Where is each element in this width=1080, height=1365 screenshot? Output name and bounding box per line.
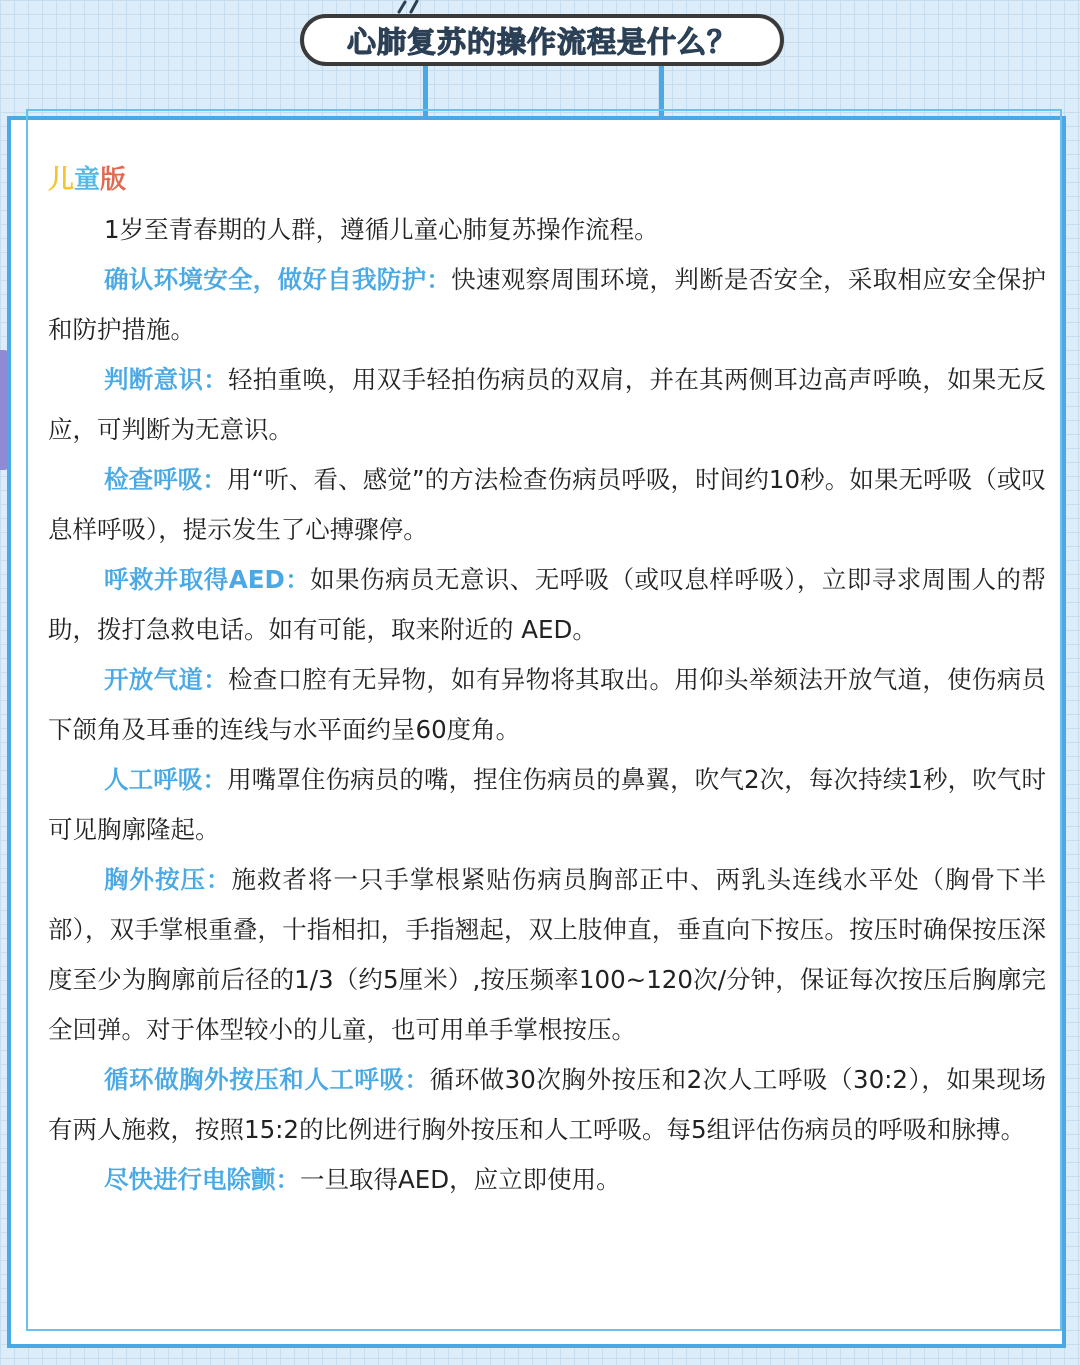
- step-text: 用嘴罩住伤病员的嘴，捏住伤病员的鼻翼，吹气2次，每次持续1秒，吹气时可见胸廓隆起。: [48, 765, 1047, 844]
- step-text: 用“听、看、感觉”的方法检查伤病员呼吸，时间约10秒。如果无呼吸（或叹息样呼吸），提示发生了心搏骤停。: [48, 465, 1046, 544]
- step-heading: 呼救并取得AED：: [104, 565, 311, 594]
- step-heading: 判断意识：: [104, 365, 228, 394]
- step-text: 如果伤病员无意识、无呼吸（或叹息样呼吸），立即寻求周围人的帮助，拨打急救电话。如有可能，取来附近的 AED。: [48, 565, 1046, 644]
- article-body: [48, 155, 1046, 1205]
- step-heading: 确认环境安全，做好自我防护：: [104, 265, 452, 294]
- step-text: 一旦取得AED，应立即使用。: [300, 1165, 621, 1194]
- page-title: 心肺复苏的操作流程是什么？: [346, 24, 737, 59]
- step-paragraph: [48, 1055, 1046, 1155]
- step-text: 快速观察周围环境，判断是否安全，采取相应安全保护和防护措施。: [48, 265, 1047, 344]
- intro-paragraph: [48, 205, 1046, 255]
- subtitle-char-3: 版: [100, 165, 127, 195]
- step-text: 检查口腔有无异物，如有异物将其取出。用仰头举颏法开放气道，使伤病员下颌角及耳垂的连线与水平面约呈60度角。: [48, 665, 1047, 744]
- step-paragraph: [48, 755, 1046, 855]
- doodle-lines-decoration: [395, 0, 435, 14]
- step-heading: 开放气道：: [104, 665, 228, 694]
- step-heading: 人工呼吸：: [104, 765, 228, 794]
- step-paragraph: [48, 655, 1046, 755]
- subtitle-char-2: 童: [74, 165, 101, 195]
- step-text: 轻拍重唤，用双手轻拍伤病员的双肩，并在其两侧耳边高声呼唤，如果无反应，可判断为无意识。: [48, 365, 1047, 444]
- title-banner: [300, 14, 784, 66]
- step-paragraph: [48, 555, 1046, 655]
- step-paragraph: [48, 455, 1046, 555]
- subtitle-char-1: 儿: [48, 165, 75, 195]
- step-paragraph: [48, 1155, 1046, 1205]
- step-heading: 检查呼吸：: [104, 465, 227, 494]
- step-heading: 尽快进行电除颤：: [104, 1165, 300, 1194]
- step-text: 施救者将一只手掌根紧贴伤病员胸部正中、两乳头连线水平处（胸骨下半部），双手掌根重叠，十指相扣，手指翘起，双上肢伸直，垂直向下按压。按压时确保按压深度至少为胸廓前后径的1/3（约5厘米）,按压频率100~120次/分钟，保证每次按压后胸廓完全回弹。对于体型较小的儿童，也可用单手掌根按压。: [48, 865, 1047, 1044]
- step-heading: 胸外按压：: [104, 865, 232, 894]
- step-paragraph: [48, 355, 1046, 455]
- step-paragraph: [48, 855, 1046, 1055]
- step-heading: 循环做胸外按压和人工呼吸：: [104, 1065, 430, 1094]
- intro-text: 1岁至青春期的人群，遵循儿童心肺复苏操作流程。: [104, 215, 659, 244]
- section-subtitle: [48, 155, 1046, 205]
- step-paragraph: [48, 255, 1046, 355]
- step-text: 循环做30次胸外按压和2次人工呼吸（30:2），如果现场有两人施救，按照15:2的比例进行胸外按压和人工呼吸。每5组评估伤病员的呼吸和脉搏。: [48, 1065, 1046, 1144]
